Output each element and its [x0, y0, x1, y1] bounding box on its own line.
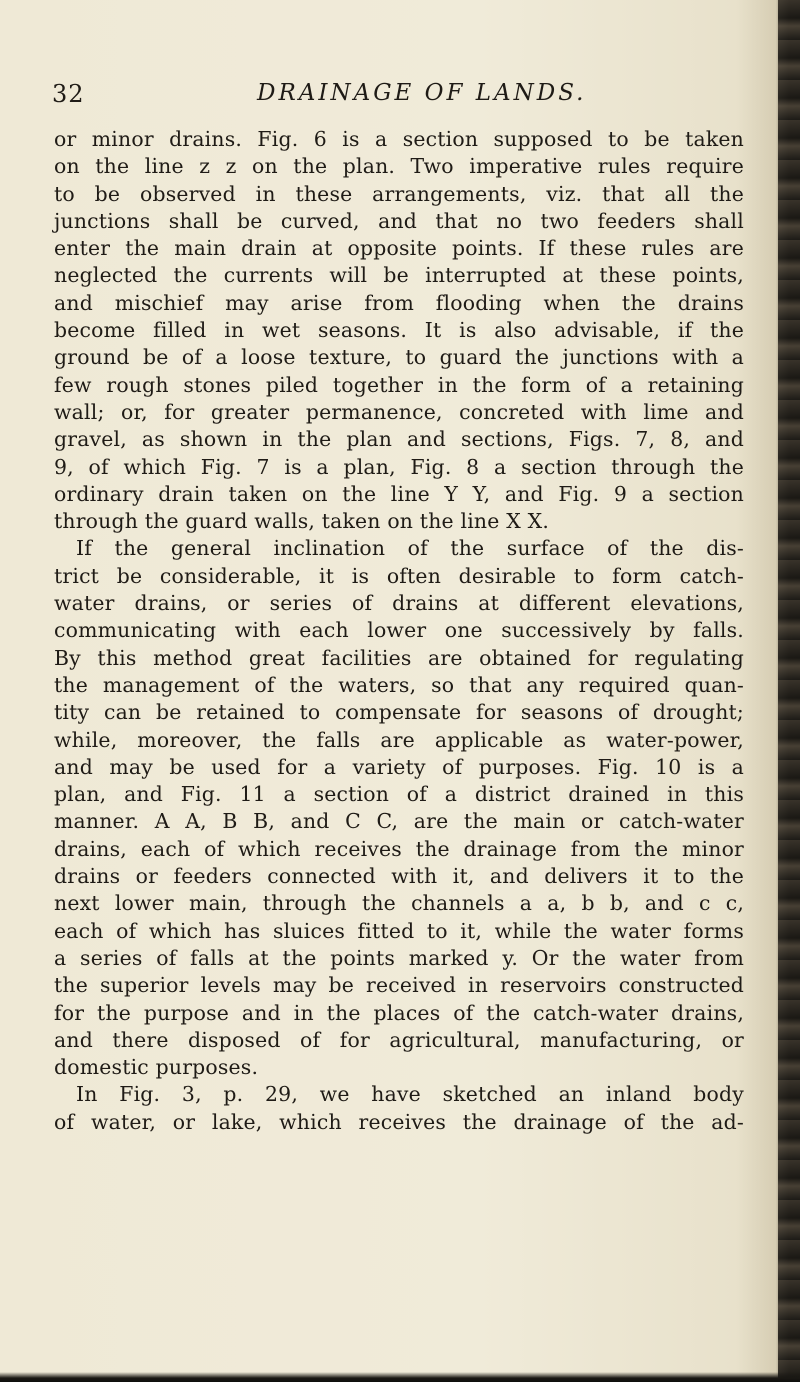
text-line: of water, or lake, which receives the drainage of the ad-	[54, 1109, 744, 1134]
page-number: 32	[52, 80, 85, 108]
text-line: drains, each of which receives the drainage from the minor	[54, 836, 744, 861]
text-line: tity can be retained to compensate for seasons of drought;	[54, 700, 744, 725]
text-line: In Fig. 3, p. 29, we have sketched an inland body	[76, 1082, 744, 1107]
text-line: and mischief may arise from flooding when the drains	[54, 290, 744, 315]
page-binding-shadow	[778, 0, 800, 1382]
body-text	[54, 126, 744, 1136]
text-line: the management of the waters, so that any required quan-	[54, 672, 744, 697]
text-line: If the general inclination of the surface of the dis-	[76, 536, 744, 561]
text-line: communicating with each lower one successively by falls.	[54, 618, 744, 643]
text-line: junctions shall be curved, and that no two feeders shall	[54, 208, 744, 233]
text-line: through the guard walls, taken on the line X X.	[54, 509, 550, 534]
text-line: become filled in wet seasons. It is also advisable, if the	[54, 318, 744, 343]
running-title: DRAINAGE OF LANDS.	[257, 80, 587, 106]
text-line: 9, of which Fig. 7 is a plan, Fig. 8 a section through the	[54, 454, 744, 479]
text-line: each of which has sluices fitted to it, while the water forms	[54, 918, 744, 943]
text-line: ordinary drain taken on the line Y Y, and Fig. 9 a section	[54, 481, 744, 506]
text-line: the superior levels may be received in reservoirs constructed	[54, 973, 744, 998]
text-line: next lower main, through the channels a a, b b, and c c,	[54, 891, 744, 916]
text-line: and may be used for a variety of purposes. Fig. 10 is a	[54, 754, 744, 779]
text-line: manner. A A, B B, and C C, are the main or catch-water	[54, 809, 744, 834]
text-line: wall; or, for greater permanence, concreted with lime and	[54, 399, 744, 424]
text-line: water drains, or series of drains at different elevations,	[54, 591, 744, 616]
text-line: gravel, as shown in the plan and sections, Figs. 7, 8, and	[54, 427, 744, 452]
text-line: or minor drains. Fig. 6 is a section supposed to be taken	[54, 127, 744, 151]
text-line: and there disposed of for agricultural, manufacturing, or	[54, 1027, 744, 1052]
text-line: few rough stones piled together in the form of a retaining	[54, 372, 744, 397]
text-line: domestic purposes.	[54, 1055, 259, 1080]
text-line: drains or feeders connected with it, and delivers it to the	[54, 864, 744, 889]
text-line: to be observed in these arrangements, viz. that all the	[54, 181, 744, 206]
text-line: plan, and Fig. 11 a section of a district drained in this	[54, 782, 744, 807]
page-header	[52, 80, 752, 114]
text-line: enter the main drain at opposite points. If these rules are	[54, 236, 744, 261]
text-line: a series of falls at the points marked y. Or the water from	[54, 945, 744, 970]
text-line: neglected the currents will be interrupted at these points,	[54, 263, 744, 288]
page-bottom-edge	[0, 1372, 800, 1382]
text-line: for the purpose and in the places of the catch-water drains,	[54, 1000, 744, 1025]
text-line: By this method great facilities are obtained for regulating	[54, 645, 744, 670]
text-line: ground be of a loose texture, to guard the junctions with a	[54, 345, 744, 370]
text-line: on the line z z on the plan. Two imperative rules require	[54, 154, 744, 179]
text-line: while, moreover, the falls are applicable as water-power,	[54, 727, 744, 752]
text-line: trict be considerable, it is often desirable to form catch-	[54, 563, 744, 588]
